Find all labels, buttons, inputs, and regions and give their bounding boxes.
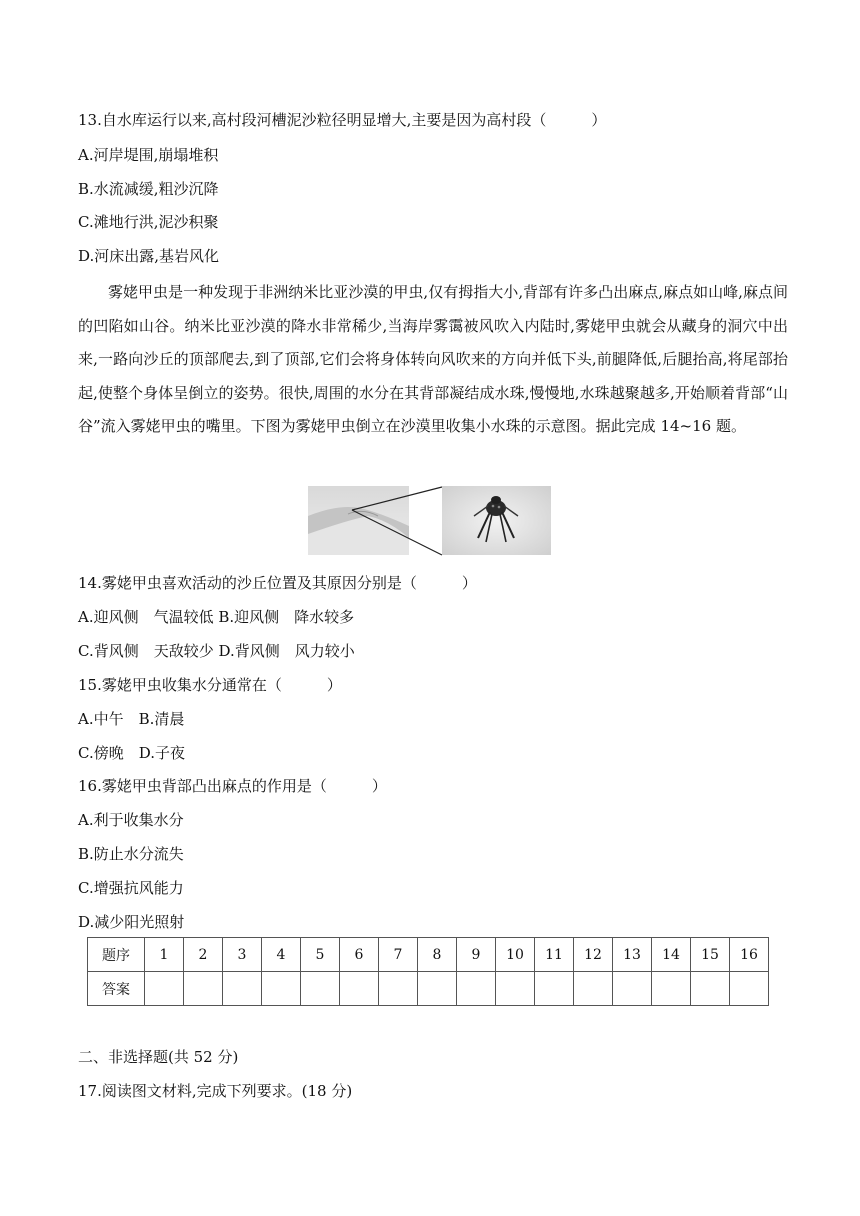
- answer-cell[interactable]: [379, 972, 418, 1006]
- q13-stem: 13.自水库运行以来,高村段河槽泥沙粒径明显增大,主要是因为高村段（ ）: [78, 111, 607, 129]
- q-number: 8: [418, 938, 457, 972]
- answer-cell[interactable]: [457, 972, 496, 1006]
- answer-cell[interactable]: [535, 972, 574, 1006]
- answer-cell[interactable]: [340, 972, 379, 1006]
- q14-stem: 14.雾姥甲虫喜欢活动的沙丘位置及其原因分别是（ ）: [78, 574, 477, 592]
- answer-cell[interactable]: [262, 972, 301, 1006]
- q-number: 11: [535, 938, 574, 972]
- answer-cell[interactable]: [301, 972, 340, 1006]
- q-number: 3: [223, 938, 262, 972]
- q-number: 13: [613, 938, 652, 972]
- q17-stem: 17.阅读图文材料,完成下列要求。(18 分): [78, 1082, 353, 1100]
- q-number: 7: [379, 938, 418, 972]
- q15-options-cd: C.傍晚 D.子夜: [78, 744, 185, 762]
- answer-table-number-row: [88, 938, 769, 972]
- q15-stem: 15.雾姥甲虫收集水分通常在（ ）: [78, 676, 342, 694]
- answer-cell[interactable]: [652, 972, 691, 1006]
- q-number: 12: [574, 938, 613, 972]
- answer-cell[interactable]: [574, 972, 613, 1006]
- q-number: 6: [340, 938, 379, 972]
- answer-cell[interactable]: [418, 972, 457, 1006]
- q-number: 5: [301, 938, 340, 972]
- q13-option-b: B.水流减缓,粗沙沉降: [78, 180, 219, 198]
- q-number: 14: [652, 938, 691, 972]
- q-number: 9: [457, 938, 496, 972]
- row-label-number: 题序: [88, 938, 145, 972]
- answer-cell[interactable]: [691, 972, 730, 1006]
- answer-cell[interactable]: [184, 972, 223, 1006]
- q16-stem: 16.雾姥甲虫背部凸出麻点的作用是（ ）: [78, 777, 387, 795]
- answer-cell[interactable]: [223, 972, 262, 1006]
- answer-table: [87, 937, 769, 1006]
- answer-cell[interactable]: [145, 972, 184, 1006]
- q15-options-ab: A.中午 B.清晨: [78, 710, 185, 728]
- section-heading: 二、非选择题(共 52 分): [78, 1048, 239, 1066]
- answer-cell[interactable]: [496, 972, 535, 1006]
- q-number: 1: [145, 938, 184, 972]
- beetle-figure: [308, 486, 551, 556]
- answer-table-answer-row: [88, 972, 769, 1006]
- q13-option-c: C.滩地行洪,泥沙积聚: [78, 213, 219, 231]
- material-passage: 雾姥甲虫是一种发现于非洲纳米比亚沙漠的甲虫,仅有拇指大小,背部有许多凸出麻点,麻点如山峰,麻点间的凹陷如山谷。纳米比亚沙漠的降水非常稀少,当海岸雾霭被风吹入内陆时,雾姥甲虫就会从藏身的洞穴中出来,一路向沙丘的顶部爬去,到了顶部,它们会将身体转向风吹来的方向并低下头,前腿降低,后腿抬高,将尾部抬起,使整个身体呈倒立的姿势。很快,周围的水分在其背部凝结成水珠,慢慢地,水珠越聚越多,开始顺着背部“山谷”流入雾姥甲虫的嘴里。下图为雾姥甲虫倒立在沙漠里收集小水珠的示意图。据此完成 14~16 题。: [78, 283, 788, 436]
- row-label-answer: 答案: [88, 972, 145, 1006]
- q13-option-d: D.河床出露,基岩风化: [78, 247, 220, 265]
- q16-option-d: D.减少阳光照射: [78, 913, 185, 931]
- q14-options-cd: C.背风侧 天敌较少 D.背风侧 风力较小: [78, 642, 355, 660]
- q-number: 15: [691, 938, 730, 972]
- q16-option-b: B.防止水分流失: [78, 845, 184, 863]
- q13-option-a: A.河岸堤围,崩塌堆积: [78, 146, 219, 164]
- q-number: 16: [730, 938, 769, 972]
- q16-option-a: A.利于收集水分: [78, 811, 184, 829]
- q-number: 4: [262, 938, 301, 972]
- q-number: 2: [184, 938, 223, 972]
- answer-cell[interactable]: [730, 972, 769, 1006]
- beetle-figure-svg: [308, 486, 551, 556]
- q16-option-c: C.增强抗风能力: [78, 879, 184, 897]
- q-number: 10: [496, 938, 535, 972]
- answer-cell[interactable]: [613, 972, 652, 1006]
- q14-options-ab: A.迎风侧 气温较低 B.迎风侧 降水较多: [78, 608, 355, 626]
